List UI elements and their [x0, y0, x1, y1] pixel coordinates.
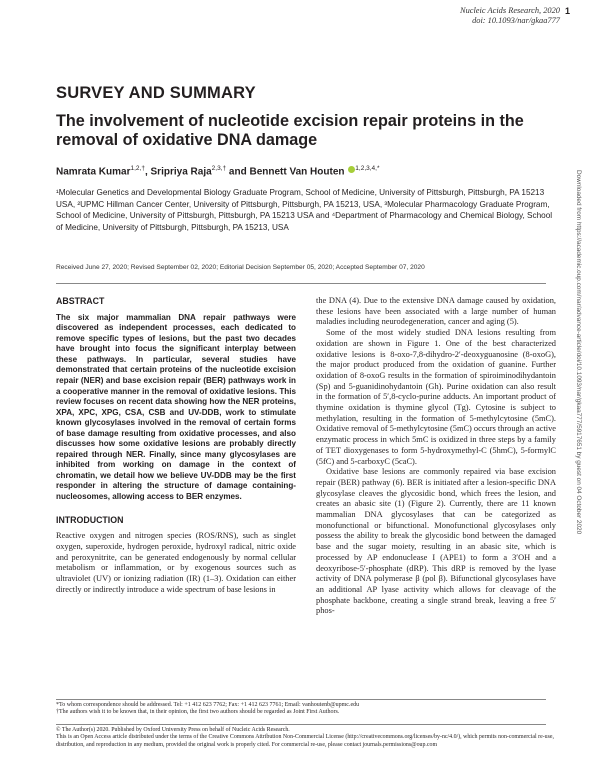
author-list: Namrata Kumar$^{1,2,\dagger}$, Sripriya Raja$^{2,3,\dagger}$ and Bennett Van Houten $^{1,2,3,4,*}$ [56, 165, 380, 178]
page-number: 1 [564, 6, 570, 16]
article-title: The involvement of nucleotide excision repair proteins in the removal of oxidative DNA damage [56, 112, 524, 149]
correspondence-footnote: *To whom correspondence should be addressed. Tel: +1 412 623 7762; Fax: +1 412 623 7761; Email: vanhoutenb@upmc.edu [56, 702, 360, 708]
abstract-text: The six major mammalian DNA repair pathways were discovered as independent processes, each dedicated to remove specific types of lesions, but the past two decades have brought into focus the significant interplay between these pathways. In particular, several studies have demonstrated that certain proteins of the nucleotide excision repair (NER) and base excision repair (BER) pathways work in a cooperative manner in the removal of oxidative lesions. This review focuses on recent data showing how the NER proteins, XPA, XPC, XPG, CSA, CSB and UV-DDB, work to stimulate known glycosylases involved in the removal of certain forms of base damage resulting from oxidative processes, and also discusses how some oxidative lesions are probably directly repaired through NER. Finally, since many glycosylases are inhibited from working on damage in the context of chromatin, we detail how we believe UV-DDB may be the first responder in altering the structure of damage containing-nucleosomes, allowing access to BER enzymes. [56, 312, 296, 501]
author-affiliation-marker: 1,2,† [130, 165, 145, 172]
left-column [56, 296, 296, 595]
divider [56, 283, 546, 284]
license-block [56, 727, 556, 749]
author-name[interactable]: Sripriya Raja [150, 166, 212, 178]
affiliations [56, 187, 556, 234]
author-name[interactable]: Namrata Kumar [56, 166, 131, 178]
introduction-text: Reactive oxygen and nitrogen species (ROS/RNS), such as singlet oxygen, superoxide, hydrogen peroxide, hydroxyl radical, nitric oxide and peroxynitrite, can be generated endogenously by normal cellular metabolism or inflammation, or by exogenous sources such as ultraviolet (UV) or ionizing radiation (IR) (1–3). Oxidation can either directly or indirectly introduce a wide spectrum of base lesions in [56, 531, 296, 594]
doi[interactable]: doi: 10.1093/nar/gkaa777 [472, 16, 560, 25]
footnote-divider [56, 699, 546, 700]
author-conjunction: and [228, 166, 247, 178]
right-column [316, 296, 556, 617]
copyright-line: © The Author(s) 2020. Published by Oxford University Press on behalf of Nucleic Acids Research. [56, 727, 290, 733]
license-divider [56, 724, 546, 725]
author-affiliation-marker: 1,2,3,4,* [355, 165, 380, 172]
introduction-heading: INTRODUCTION [56, 514, 124, 525]
journal-header [460, 6, 560, 26]
body-paragraph: Some of the most widely studied DNA lesions resulting from oxidation are shown in Figure 1. One of the best characterized oxidative lesions is 8-oxo-7,8-dihydro-2′-deoxyguanosine (8-oxoG), the major product produced from the oxidation of guanine. Further oxidation of 8-oxoG results in the formation of spiroiminodihydantoin (Sp) and 5-guanidinohydantoin (Gh). Purine oxidation can also result in the formation of 5′,8-cyclo-purine adducts. An important product of thymine oxidation is thymine glycol (Tg). Cytosine is subject to methylation, resulting in the formation of 5-methylcytosine (5mC). Oxidative removal of 5-methylcytosine (5mC) occurs through an active enzymatic process in which 5mC is oxidized in three steps by a family of TET dioxygenases to form 5-hydroxymethyl-C (5hmC), 5-formylC (5fC) and 5-carboxyC (5caC). [316, 328, 557, 466]
received-dates: Received June 27, 2020; Revised September 02, 2020; Editorial Decision September 05, 2020; Accepted September 07, 2020 [56, 264, 425, 271]
author-affiliation-marker: 2,3,† [211, 165, 227, 172]
body-paragraph: Oxidative base lesions are commonly repaired via base excision repair (BER) pathway (6). BER is initiated after a lesion-specific DNA glycosylase cleaves the glycosidic bond, which frees the lesion, and creates an abasic site (1) (Figure 2). Currently, there are 11 known mammalian DNA glycosylases that can be categorized as monofunctional or bifunctional. Monofunctional glycosylases only possess the ability to break the glycosidic bond between the damaged base and the sugar moiety, resulting in an abasic site, which is processed by AP endonuclease I (APE1) to form a 3′OH and a deoxyribose-5′-phosphate (dRP). This dRP is removed by the lyase activity of DNA polymerase β (pol β). Bifunctional glycosylases have an additional AP lyase activity which allows for cleavage of the phosphate backbone, creating a single strand break, leaving a free 5′ phos- [316, 467, 556, 616]
footnotes [56, 702, 556, 717]
journal-name: Nucleic Acids Research, 2020 [459, 6, 560, 15]
download-watermark-text: Downloaded from https://academic.oup.com/nar/advance-article/doi/10.1093/nar/gkaa777/5917651 by guest on 04 October 2020 [575, 170, 582, 535]
section-type-title: SURVEY AND SUMMARY [56, 84, 256, 102]
author-name[interactable]: Bennett Van Houten [249, 166, 345, 178]
download-watermark [574, 170, 582, 730]
body-paragraph: the DNA (4). Due to the extensive DNA damage caused by oxidation, these lesions have been associated with a large number of human maladies including neurodegeneration, cancer and aging (5). [316, 296, 556, 327]
affiliation-text: ¹Molecular Genetics and Developmental Biology Graduate Program, School of Medicine, University of Pittsburgh, Pittsburgh, PA 15213 USA, ²UPMC Hillman Cancer Center, University of Pittsburgh, Pittsburgh, PA 15213, USA, ³Molecular Pharmacology Graduate Program, School of Medicine, University of Pittsburgh, Pittsburgh, PA 15213 USA and ⁴Department of Pharmacology and Chemical Biology, School of Medicine, University of Pittsburgh, Pittsburgh, PA 15213, USA [56, 188, 553, 233]
abstract-heading: ABSTRACT [56, 296, 105, 306]
license-text: This is an Open Access article distributed under the terms of the Creative Commons Attribution Non-Commercial License (http://creativecommons.org/licenses/by-nc/4.0/), which permits non-commercial re-use, distribution, and reproduction in any medium, provided the original work is properly cited. For commercial re-use, please contact journals.permissions@oup.com [56, 734, 555, 748]
joint-author-footnote: †The authors wish it to be known that, in their opinion, the first two authors should be regarded as Joint First Authors. [56, 709, 340, 716]
